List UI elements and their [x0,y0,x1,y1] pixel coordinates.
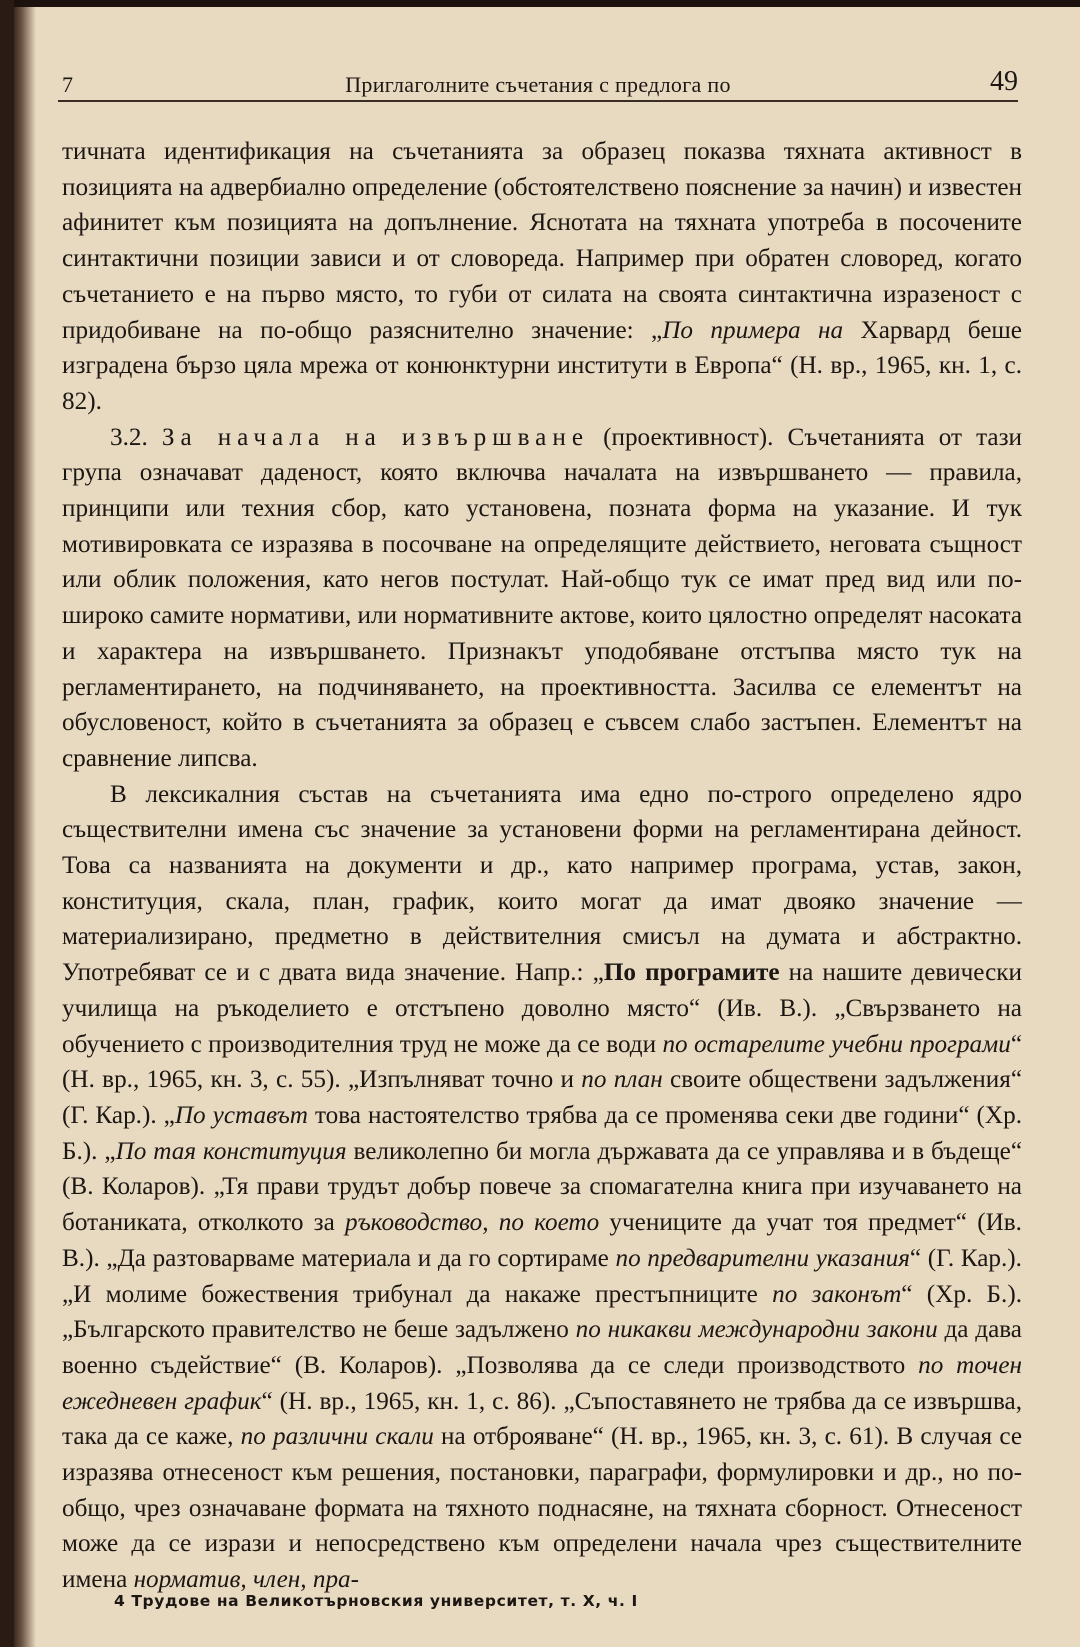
text-run: Харвард беше изградена бързо цяла мрежа от конюнктурни институти в Европа“ (Н. вр., 1965, кн. 1, с. 82). [62,316,1022,415]
italic-example: по законът [772,1280,902,1308]
section-number: 3.2. [110,423,162,451]
text-run: “ (Хр. Б.). „Българското правителство не беше задължено [62,1280,1023,1344]
italic-example: По примера на [662,316,844,344]
page-number: 49 [990,66,1018,97]
chapter-number: 7 [62,72,73,97]
text-run: “ (Н. вр., 1965, кн. 3, с. 55). „Изпълняват точно и [62,1030,1023,1094]
spaced-section-title: За начала на извършване [161,423,590,451]
text-run: да дава военно съдействие“ (В. Коларов). „Позволява да се следи производството [62,1316,1022,1379]
text-run: своите обществени задължения“ (Г. Кар.). „ [62,1066,1023,1129]
text-run: “ (Г. Кар.). „И молиме божествения трибунал да накаже престъпниците [62,1244,1022,1308]
scan-top-edge [14,0,1080,7]
text-run: това настоятелство трябва да се променява секи две години“ (Хр. Б.). „ [62,1101,1023,1165]
italic-example: по предварителни указания [615,1244,910,1272]
paragraph-1 [62,134,1022,420]
text-run: великолепно би могла държавата да се управлява и в бъдеще“ (В. Коларов). „Тя прави трудът добър повече за спомагателна книга при изучаването на ботаниката, отколкото за [62,1137,1022,1237]
italic-example: по план [581,1066,663,1094]
italic-example: ръководство, по което [345,1209,600,1237]
running-title: Приглаголните съчетания с предлога по [345,72,731,97]
text-run: тичната идентификация на съчетанията за образец показва тяхната активност в позицията на адвербиално определение (обстоятелствено пояснение за начин) и известен афинитет към позицията на допълнение. Яснотата на тяхната употреба в посочените синтактични позиции зависи и от словореда. Например при обратен словоред, когато съчетанието е на първо място, то губи от силата на своята синтактична изразеност с придобиване на по-общо разяснително значение: „ [62,138,1022,344]
text-run: (проективност). Съчетанията от тази група означават даденост, която включва началата на извършването — правила, принципи или техния сбор, като установена, позната форма на указание. И тук мотивировката се изразява в посочване на определящите действието, неговата същност или облик положения, като негов постулат. Най-общо тук се имат пред вид или по-широко самите нормативи, или нормативните актове, които цялостно определят насоката и характера на извършването. Признакът уподобяване отстъпва място тук на регламентирането, на подчиняването, на проективността. Засилва се елементът на обусловеност, който в съчетанията за образец е съвсем слабо застъпен. Елементът на сравнение липсва. [62,423,1023,772]
text-run: В лексикалния състав на съчетанията има едно по-строго определено ядро съществителни имена със значение за установени форми на регламентирана дейност. Това са названията на документи и др., като например програма, устав, закон, конституция, скала, план, график, които могат да имат двояко значение — материализирано, предметно в действителния смисъл на думата и абстрактно. Употребяват се и с двата вида значение. Напр.: „ [62,780,1022,987]
italic-example: норматив, член, пра- [133,1566,360,1594]
text-run: на отброяване“ (Н. вр., 1965, кн. 3, с. 61). В случая се изразява отнесеност към решения, постановки, параграфи, формулировки и др., но по-общо, чрез означаване формата на тяхното поднасяне, на тяхната сборност. Отнесеност може да се изрази и непосредствено към определени начала чрез съществителните имена [62,1423,1023,1594]
italic-example: по различни скали [240,1423,434,1451]
body-text [62,134,1022,1598]
book-page [14,0,1080,1647]
italic-example: По уставът [174,1101,308,1129]
text-run: учениците да учат тоя предмет“ (Ив. В.). „Да разтоварваме материала и да го сортираме [62,1209,1022,1272]
bold-example: По програмите [603,959,780,987]
paragraph-2 [62,420,1022,777]
signature-line: 4 Трудове на Великотърновския университет, т. X, ч. I [114,1592,638,1610]
italic-example: по точен ежедневен график [62,1351,1022,1415]
italic-example: по никакви международни закони [575,1316,938,1344]
paragraph-3 [62,777,1022,1598]
text-run: “ (Н. вр., 1965, кн. 1, с. 86). „Съпоставянето не трябва да се извършва, така да се каже, [62,1387,1023,1451]
italic-example: По тая конституция [115,1137,347,1165]
text-run: на нашите девически училища на ръкоделието е отстъпено доволно място“ (Ив. В.). „Свързването на обучението с производителния труд не може да се води [62,959,1022,1058]
running-header [58,66,1018,102]
italic-example: по остарелите учебни програми [662,1030,1011,1058]
